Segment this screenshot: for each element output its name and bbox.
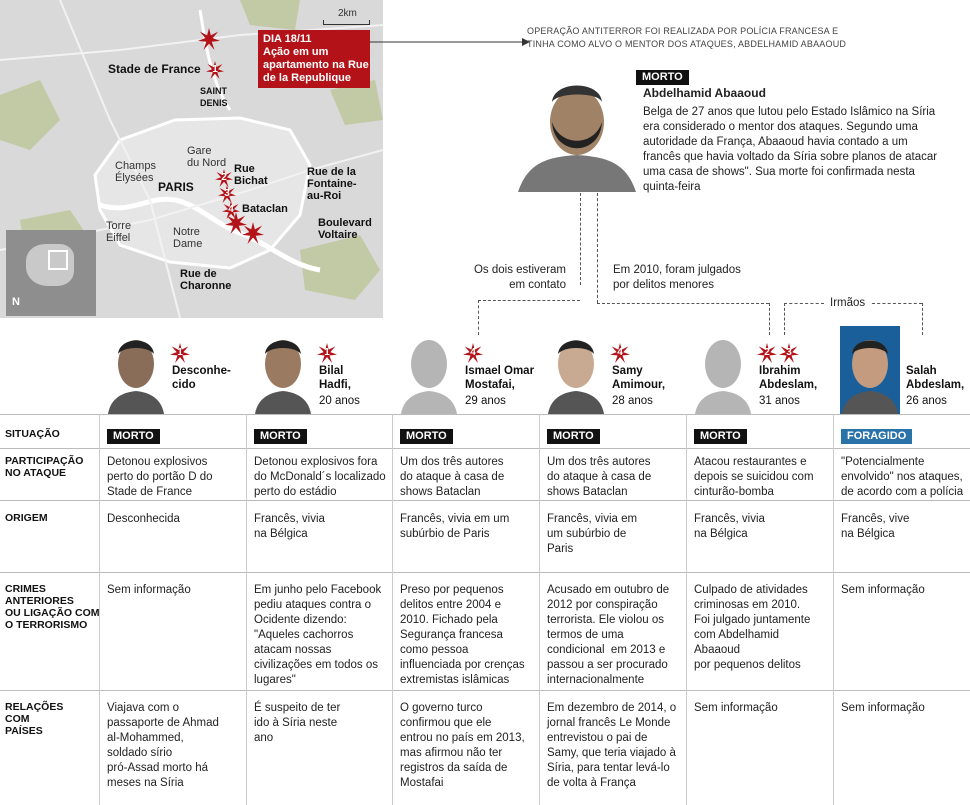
table-cell: Sem informação bbox=[694, 702, 778, 714]
abaaoud-name: Abdelhamid Abaaoud bbox=[643, 86, 766, 100]
person-name: Samy Amimour, bbox=[612, 365, 666, 391]
abaaoud-photo bbox=[518, 62, 636, 192]
note-contato: Os dois estiveram em contato bbox=[473, 264, 566, 291]
table-cell: Culpado de atividades criminosas em 2010. Foi julgado juntamente com Abdelhamid Abaaoud por pequenos delitos bbox=[694, 584, 811, 671]
scale-bar bbox=[323, 20, 370, 25]
table-cell: Um dos três autores do ataque à casa de shows Bataclan bbox=[547, 456, 652, 498]
status-badge: MORTO bbox=[694, 429, 747, 444]
table-cell: Atacou restaurantes e depois se suicidou com cinturão-bomba bbox=[694, 456, 814, 498]
table-cell: Preso por pequenos delitos entre 2004 e 2010. Fichado pela Segurança francesa como pessoa influenciada por crenças extremistas islâmicas bbox=[400, 584, 525, 686]
status-badge: MORTO bbox=[254, 429, 307, 444]
row-label: ORIGEM bbox=[5, 512, 48, 524]
note-irmaos: Irmãos bbox=[830, 297, 866, 309]
label-gare: Gare du Nord bbox=[187, 145, 227, 169]
label-fontaine: Rue de la Fontaine- au-Roi bbox=[307, 166, 357, 202]
attack-number-icon: 4 bbox=[463, 343, 483, 363]
status-badge: MORTO bbox=[547, 429, 600, 444]
column-divider bbox=[686, 414, 687, 805]
table-cell: Detonou explosivos perto do portão D do Stade de France bbox=[107, 456, 213, 498]
table-cell: Francês, vivia na Bélgica bbox=[254, 513, 325, 540]
column-divider bbox=[833, 414, 834, 805]
table-cell: Francês, vive na Bélgica bbox=[841, 513, 910, 540]
label-stade: Stade de France bbox=[108, 62, 201, 76]
column-divider bbox=[539, 414, 540, 805]
row-label: SITUAÇÃO bbox=[5, 428, 60, 440]
connector-line bbox=[784, 303, 824, 304]
person-age: 20 anos bbox=[319, 395, 360, 407]
table-cell: Francês, vivia em um subúrbio de Paris bbox=[400, 513, 510, 540]
note-julgados: Em 2010, foram julgados por delitos menores bbox=[613, 264, 741, 291]
column-divider bbox=[392, 414, 393, 805]
table-cell: Detonou explosivos fora do McDonald´s localizado perto do estádio bbox=[254, 456, 386, 498]
table-cell: Acusado em outubro de 2012 por conspiração terrorista. Ele violou os termos de uma condicional em 2013 e passou a ser procurado internacionalmente bbox=[547, 584, 670, 686]
label-bichat: Rue Bichat bbox=[234, 163, 268, 187]
connector-line bbox=[784, 303, 785, 335]
row-label: PARTICIPAÇÃO NO ATAQUE bbox=[5, 455, 84, 479]
person-age: 29 anos bbox=[465, 395, 506, 407]
attack-number-icon: 4 bbox=[610, 343, 630, 363]
table-cell: Sem informação bbox=[841, 584, 925, 596]
attack-number-icon: 2 bbox=[757, 343, 777, 363]
table-cell: Em junho pelo Facebook pediu ataques contra o Ocidente dizendo: "Aqueles cachorros atacam nossas civilizações em todos os lugares" bbox=[254, 584, 382, 686]
person-photo bbox=[106, 326, 166, 414]
table-cell: "Potencialmente envolvido" nos ataques, de acordo com a polícia bbox=[841, 456, 964, 498]
person-age: 26 anos bbox=[906, 395, 947, 407]
person-photo bbox=[840, 326, 900, 414]
marker-1-icon: 1 bbox=[206, 61, 224, 79]
abaaoud-status-badge: MORTO bbox=[636, 70, 689, 85]
person-photo bbox=[253, 326, 313, 414]
table-cell: Francês, vivia na Bélgica bbox=[694, 513, 765, 540]
attack-number-icon: 1 bbox=[317, 343, 337, 363]
north-icon: N bbox=[12, 296, 20, 308]
table-divider bbox=[0, 414, 970, 415]
table-cell: Desconhecida bbox=[107, 513, 180, 525]
connector-line bbox=[769, 303, 770, 335]
column-divider bbox=[99, 414, 100, 805]
status-badge: MORTO bbox=[400, 429, 453, 444]
connector-line bbox=[478, 300, 479, 335]
table-cell: Em dezembro de 2014, o jornal francês Le Monde entrevistou o pai de Samy, que teria viajado à Síria, para tentar levá-lo de volta à França bbox=[547, 702, 677, 789]
person-photo bbox=[693, 326, 753, 414]
connector-line bbox=[580, 193, 581, 285]
table-cell: É suspeito de ter ido à Síria neste ano bbox=[254, 702, 341, 744]
person-age: 31 anos bbox=[759, 395, 800, 407]
table-divider bbox=[0, 448, 970, 449]
person-name: Salah Abdeslam, bbox=[906, 365, 965, 391]
connector-line bbox=[922, 303, 923, 335]
label-charonne: Rue de Charonne bbox=[180, 268, 232, 292]
table-divider bbox=[0, 690, 970, 691]
person-name: Ibrahim Abdeslam, bbox=[759, 365, 818, 391]
abaaoud-description: Belga de 27 anos que lutou pelo Estado Islâmico na Síria era considerado o mentor dos ataques. Segundo uma autoridade da França, Abaaoud havia contado a um francês que havia voltado da Síria sobre planos de atacar uma casa de shows". Sua morte foi confirmada nesta quinta-feira bbox=[643, 106, 938, 193]
table-cell: Francês, vivia em um subúrbio de Paris bbox=[547, 513, 638, 555]
table-divider bbox=[0, 572, 970, 573]
marker-4-icon: 4 bbox=[222, 201, 240, 219]
row-label: RELAÇÕES COM PAÍSES bbox=[5, 701, 64, 737]
attack-number-icon: 3 bbox=[779, 343, 799, 363]
attack-map bbox=[0, 0, 383, 318]
connector-line bbox=[872, 303, 922, 304]
france-inset-map bbox=[6, 230, 96, 316]
person-photo bbox=[399, 326, 459, 414]
scale-label: 2km bbox=[338, 8, 357, 19]
operation-note: OPERAÇÃO ANTITERROR FOI REALIZADA POR POLÍCIA FRANCESA E TINHA COMO ALVO O MENTOR DOS ATAQUES, ABDELHAMID ABAAOUD bbox=[527, 26, 847, 49]
label-saint-denis: SAINT DENIS bbox=[200, 86, 228, 108]
marker-2-icon: 2 bbox=[215, 169, 233, 187]
row-label: CRIMES ANTERIORES OU LIGAÇÃO COM O TERRORISMO bbox=[5, 583, 100, 631]
explosion-icon bbox=[198, 28, 220, 50]
label-notre: Notre Dame bbox=[173, 226, 203, 250]
table-divider bbox=[0, 500, 970, 501]
status-badge: FORAGIDO bbox=[841, 429, 912, 444]
table-cell: Sem informação bbox=[841, 702, 925, 714]
connector-line bbox=[597, 193, 598, 303]
label-champs: Champs Élysées bbox=[115, 160, 156, 184]
person-name: Ismael Omar Mostafai, bbox=[465, 365, 535, 391]
label-torre: Torre Eiffel bbox=[106, 220, 132, 244]
person-photo bbox=[546, 326, 606, 414]
table-cell: Sem informação bbox=[107, 584, 191, 596]
attack-number-icon: 1 bbox=[170, 343, 190, 363]
marker-3-icon: 3 bbox=[218, 185, 236, 203]
table-cell: O governo turco confirmou que ele entrou no país em 2013, mas afirmou não ter registros da saída de Mostafai bbox=[400, 702, 525, 789]
table-cell: Viajava com o passaporte de Ahmad al-Mohammed, soldado sírio pró-Assad morto há meses na Síria bbox=[107, 702, 219, 789]
connector-line bbox=[478, 300, 580, 301]
person-age: 28 anos bbox=[612, 395, 653, 407]
status-badge: MORTO bbox=[107, 429, 160, 444]
label-paris: PARIS bbox=[158, 180, 194, 194]
table-cell: Um dos três autores do ataque à casa de shows Bataclan bbox=[400, 456, 505, 498]
label-bataclan: Bataclan bbox=[242, 203, 288, 215]
arrow-icon bbox=[370, 36, 530, 48]
connector-line bbox=[597, 303, 769, 304]
person-name: Desconhe- cido bbox=[172, 365, 231, 391]
column-divider bbox=[246, 414, 247, 805]
label-voltaire: Boulevard Voltaire bbox=[318, 217, 372, 241]
dia-18-box: DIA 18/11 Ação em um apartamento na Rue de la Republique bbox=[258, 30, 370, 88]
person-name: Bilal Hadfi, bbox=[319, 365, 351, 391]
